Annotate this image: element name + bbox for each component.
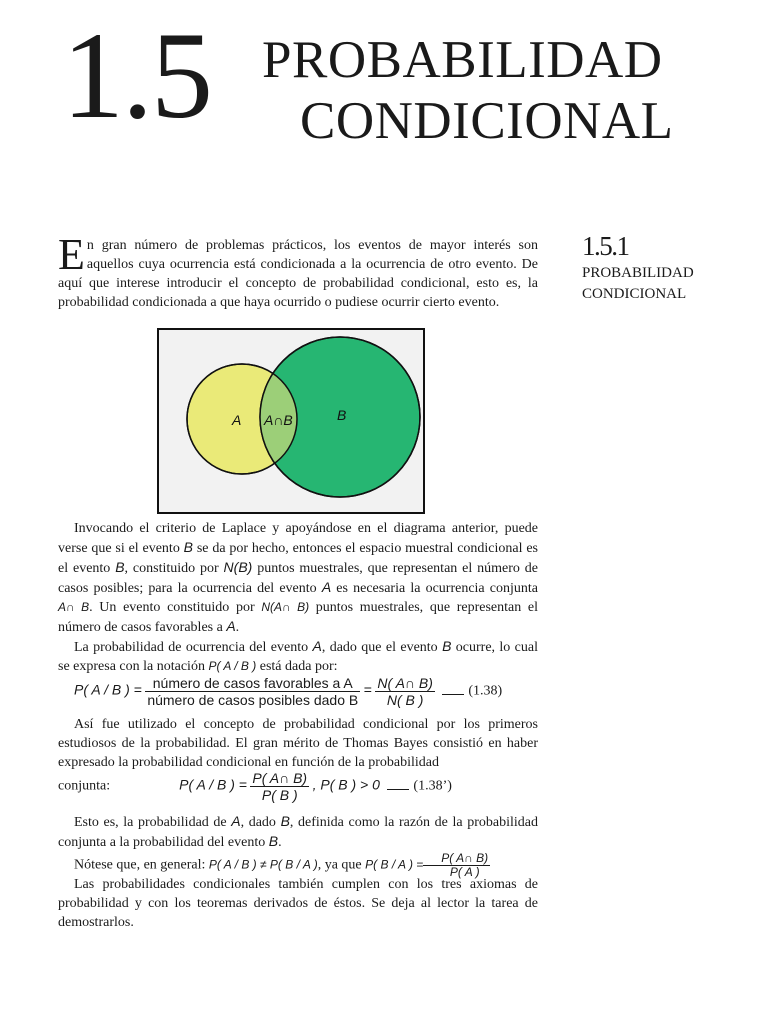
venn-diagram: [157, 328, 425, 514]
section-label-line1: PROBABILIDAD: [582, 265, 694, 281]
intro-paragraph: [58, 230, 538, 312]
equation-1-38: P( A / B ) = $\frac{\text{número de casos favorables a A}}{\text{número de casos posibles dado B}}$ = $\frac{N( A\cap B)}{N( B )}$ (1.38): [74, 675, 503, 708]
section-label: [582, 263, 752, 305]
equation-1-38-prime: conjunta: P( A / B ) = $\frac{P( A\cap B)}{P( B )}$ , P( B ) > 0 (1.38’): [58, 770, 452, 803]
section-label-line2: CONDICIONAL: [582, 286, 687, 302]
eq138-fraction-counts: $\frac{N( A\cap B)}{N( B )}$: [377, 675, 433, 708]
section-sidebar: [582, 230, 752, 305]
paragraph-definition: La probabilidad de ocurrencia del evento A, dado que el evento B ocurre, lo cual se expresa con la notación P( A / B ) está dada por:: [58, 638, 538, 674]
label-b: B: [337, 407, 347, 423]
paragraph-note: Nótese que, en general: P( A / B ) ≠ P( B / A ), ya que P( B / A ) = $\frac{P( A\cap B)}{P( A )}$: [74, 851, 489, 879]
paragraph-laplace: Invocando el criterio de Laplace y apoyándose en el diagrama anterior, puede verse que si el evento B se da por hecho, entonces el espacio muestral condicional es el evento B, constituido por N(B) puntos muestrales, que representan el número de casos posibles; para la ocurrencia del evento A es necesaria la ocurrencia conjunta A∩ B. Un evento constituido por N(A∩ B) puntos muestrales, que representan el número de casos favorables a A.: [58, 521, 539, 635]
intro-text: n gran número de problemas prácticos, los eventos de mayor interés son aquellos cuya ocurrencia está condicionada a la ocurrencia de otro evento. De aquí que interese introducir el concepto de probabilidad condicional, esto es, la probabilidad condicionada a que haya ocurrido o pudiese ocurrir cierto evento.: [58, 238, 538, 310]
label-a-intersect-b: A∩B: [264, 412, 293, 428]
paragraph-axioms: Las probabilidades condicionales también cumplen con los tres axiomas de probabilidad y con los teoremas derivados de éstos. Se deja al lector la tarea de demostrarlos.: [58, 877, 538, 930]
section-number: 1.5.1: [582, 231, 629, 261]
chapter-number: 1.5: [62, 7, 211, 144]
paragraph-ratio: Esto es, la probabilidad de A, dado B, definida como la razón de la probabilidad conjunta a la probabilidad del evento B.: [58, 813, 539, 850]
eq138p-label: (1.38’): [413, 778, 452, 794]
main-text: [58, 519, 538, 932]
paragraph-bayes: Así fue utilizado el concepto de probabilidad condicional por los primeros estudiosos de la probabilidad. El gran mérito de Thomas Bayes consistió en haber expresado la probabilidad condicional en función de la probabilidad: [58, 717, 538, 770]
eq138-lhs: P( A / B ) =: [74, 681, 142, 698]
chapter-title-line2: CONDICIONAL: [300, 92, 674, 150]
drop-cap: E: [58, 230, 85, 279]
label-a: A: [232, 412, 242, 428]
eq138p-fraction: $\frac{P( A\cap B)}{P( B )}$: [252, 770, 308, 803]
chapter-title: [262, 30, 762, 152]
eq138-fraction-cases: $\frac{\text{número de casos favorables a A}}{\text{número de casos posibles dado B}}$: [147, 675, 359, 708]
chapter-title-line1: PROBABILIDAD: [262, 31, 663, 89]
note-fraction: $\frac{P( A\cap B)}{P( A )}$: [423, 852, 490, 879]
eq138-label: (1.38): [468, 683, 503, 699]
